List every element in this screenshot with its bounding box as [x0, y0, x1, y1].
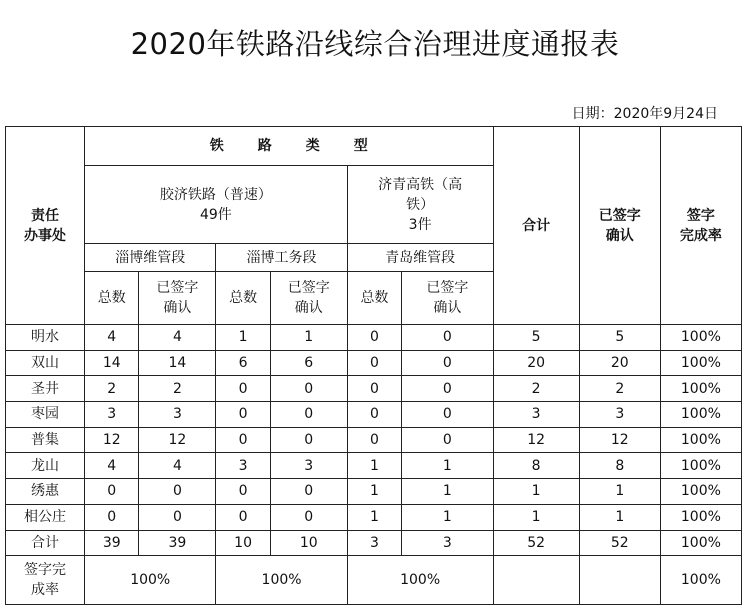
- table-cell: 2: [139, 376, 216, 402]
- table-cell: 4: [85, 453, 139, 479]
- table-cell: 100%: [660, 427, 741, 453]
- office-name: 龙山: [6, 453, 85, 479]
- table-row: [6, 504, 742, 530]
- table-cell: 0: [216, 402, 270, 428]
- table-cell: 0: [216, 376, 270, 402]
- table-cell: 20: [493, 350, 579, 376]
- table-cell: 0: [347, 376, 401, 402]
- table-cell: 100%: [660, 530, 741, 556]
- table-cell: 100%: [660, 350, 741, 376]
- table-cell: 0: [402, 427, 493, 453]
- table-cell: 12: [493, 427, 579, 453]
- office-name: 相公庄: [6, 504, 85, 530]
- table-cell: 0: [139, 504, 216, 530]
- table-cell: 0: [402, 325, 493, 351]
- table-cell: 10: [270, 530, 347, 556]
- table-cell: 8: [493, 453, 579, 479]
- table-cell: 4: [139, 453, 216, 479]
- header-total: 合计: [493, 127, 579, 325]
- table-row: [6, 530, 742, 556]
- table-cell: 0: [347, 350, 401, 376]
- table-cell: 3: [270, 453, 347, 479]
- table-cell: 52: [493, 530, 579, 556]
- table-cell: 5: [579, 325, 660, 351]
- table-cell: 52: [579, 530, 660, 556]
- table-cell: 1: [347, 453, 401, 479]
- office-name: 明水: [6, 325, 85, 351]
- completion-signed: [579, 556, 660, 605]
- header-section-qingdao-maint: 青岛维管段: [347, 244, 493, 272]
- table-cell: 12: [139, 427, 216, 453]
- table-cell: 1: [347, 479, 401, 505]
- office-name: 普集: [6, 427, 85, 453]
- subheader-total-1: 总数: [85, 272, 139, 325]
- table-cell: 0: [347, 325, 401, 351]
- header-section-zibo-maint: 淄博维管段: [85, 244, 216, 272]
- table-cell: 100%: [660, 325, 741, 351]
- table-cell: 0: [216, 504, 270, 530]
- table-cell: 20: [579, 350, 660, 376]
- completion-total: [493, 556, 579, 605]
- header-office: 责任 办事处: [6, 127, 85, 325]
- office-name: 枣园: [6, 402, 85, 428]
- header-railway-type: 铁路类型: [85, 127, 493, 166]
- subheader-signed-3: 已签字 确认: [402, 272, 493, 325]
- table-cell: 3: [347, 530, 401, 556]
- office-name: 合计: [6, 530, 85, 556]
- table-cell: 3: [85, 402, 139, 428]
- table-cell: 0: [270, 504, 347, 530]
- table-cell: 2: [493, 376, 579, 402]
- header-signed: 已签字 确认: [579, 127, 660, 325]
- office-name: 双山: [6, 350, 85, 376]
- table-cell: 0: [270, 479, 347, 505]
- table-cell: 5: [493, 325, 579, 351]
- table-cell: 2: [85, 376, 139, 402]
- table-cell: 1: [216, 325, 270, 351]
- completion-section1: 100%: [85, 556, 216, 605]
- table-cell: 0: [402, 376, 493, 402]
- table-row: [6, 453, 742, 479]
- table-cell: 10: [216, 530, 270, 556]
- table-cell: 0: [270, 376, 347, 402]
- table-cell: 1: [402, 479, 493, 505]
- table-cell: 1: [402, 453, 493, 479]
- table-cell: 0: [402, 402, 493, 428]
- table-cell: 100%: [660, 453, 741, 479]
- table-cell: 2: [579, 376, 660, 402]
- subheader-total-3: 总数: [347, 272, 401, 325]
- table-cell: 3: [493, 402, 579, 428]
- table-cell: 1: [270, 325, 347, 351]
- table-cell: 3: [216, 453, 270, 479]
- table-cell: 100%: [660, 376, 741, 402]
- subheader-signed-2: 已签字 确认: [270, 272, 347, 325]
- table-cell: 1: [579, 504, 660, 530]
- table-cell: 0: [139, 479, 216, 505]
- table-cell: 1: [402, 504, 493, 530]
- header-line-jiaoji: 胶济铁路（普速） 49件: [85, 166, 348, 244]
- table-cell: 0: [270, 427, 347, 453]
- header-section-zibo-works: 淄博工务段: [216, 244, 347, 272]
- table-cell: 1: [579, 479, 660, 505]
- table-cell: 12: [85, 427, 139, 453]
- table-cell: 100%: [660, 402, 741, 428]
- table-cell: 1: [493, 504, 579, 530]
- report-date: 日期：2020年9月24日: [571, 106, 718, 122]
- header-line-jiqing: 济青高铁（高 铁） 3件: [347, 166, 493, 244]
- table-row: [6, 402, 742, 428]
- table-cell: 100%: [660, 479, 741, 505]
- completion-row: [6, 556, 742, 605]
- table-cell: 6: [270, 350, 347, 376]
- table-cell: 14: [139, 350, 216, 376]
- table-cell: 0: [85, 479, 139, 505]
- report-title: 2020年铁路沿线综合治理进度通报表: [130, 27, 620, 61]
- table-cell: 3: [579, 402, 660, 428]
- table-cell: 6: [216, 350, 270, 376]
- table-cell: 1: [347, 504, 401, 530]
- table-cell: 8: [579, 453, 660, 479]
- completion-section2: 100%: [216, 556, 347, 605]
- table-cell: 0: [216, 479, 270, 505]
- table-cell: 12: [579, 427, 660, 453]
- table-cell: 0: [216, 427, 270, 453]
- table-cell: 14: [85, 350, 139, 376]
- table-cell: 3: [139, 402, 216, 428]
- table-row: [6, 376, 742, 402]
- table-cell: 3: [402, 530, 493, 556]
- table-row: [6, 427, 742, 453]
- table-cell: 0: [270, 402, 347, 428]
- table-cell: 100%: [660, 504, 741, 530]
- table-cell: 0: [347, 427, 401, 453]
- table-row: [6, 325, 742, 351]
- completion-section3: 100%: [347, 556, 493, 605]
- header-rate: 签字 完成率: [660, 127, 741, 325]
- table-cell: 0: [85, 504, 139, 530]
- table-cell: 4: [139, 325, 216, 351]
- office-name: 绣惠: [6, 479, 85, 505]
- table-cell: 0: [402, 350, 493, 376]
- office-name: 圣井: [6, 376, 85, 402]
- table-cell: 39: [139, 530, 216, 556]
- table-cell: 39: [85, 530, 139, 556]
- table-row: [6, 350, 742, 376]
- subheader-signed-1: 已签字 确认: [139, 272, 216, 325]
- subheader-total-2: 总数: [216, 272, 270, 325]
- completion-rate: 100%: [660, 556, 741, 605]
- table-cell: 4: [85, 325, 139, 351]
- table-cell: 0: [347, 402, 401, 428]
- completion-label: 签字完 成率: [6, 556, 85, 605]
- table-row: [6, 479, 742, 505]
- table-cell: 1: [493, 479, 579, 505]
- progress-table: [5, 126, 742, 605]
